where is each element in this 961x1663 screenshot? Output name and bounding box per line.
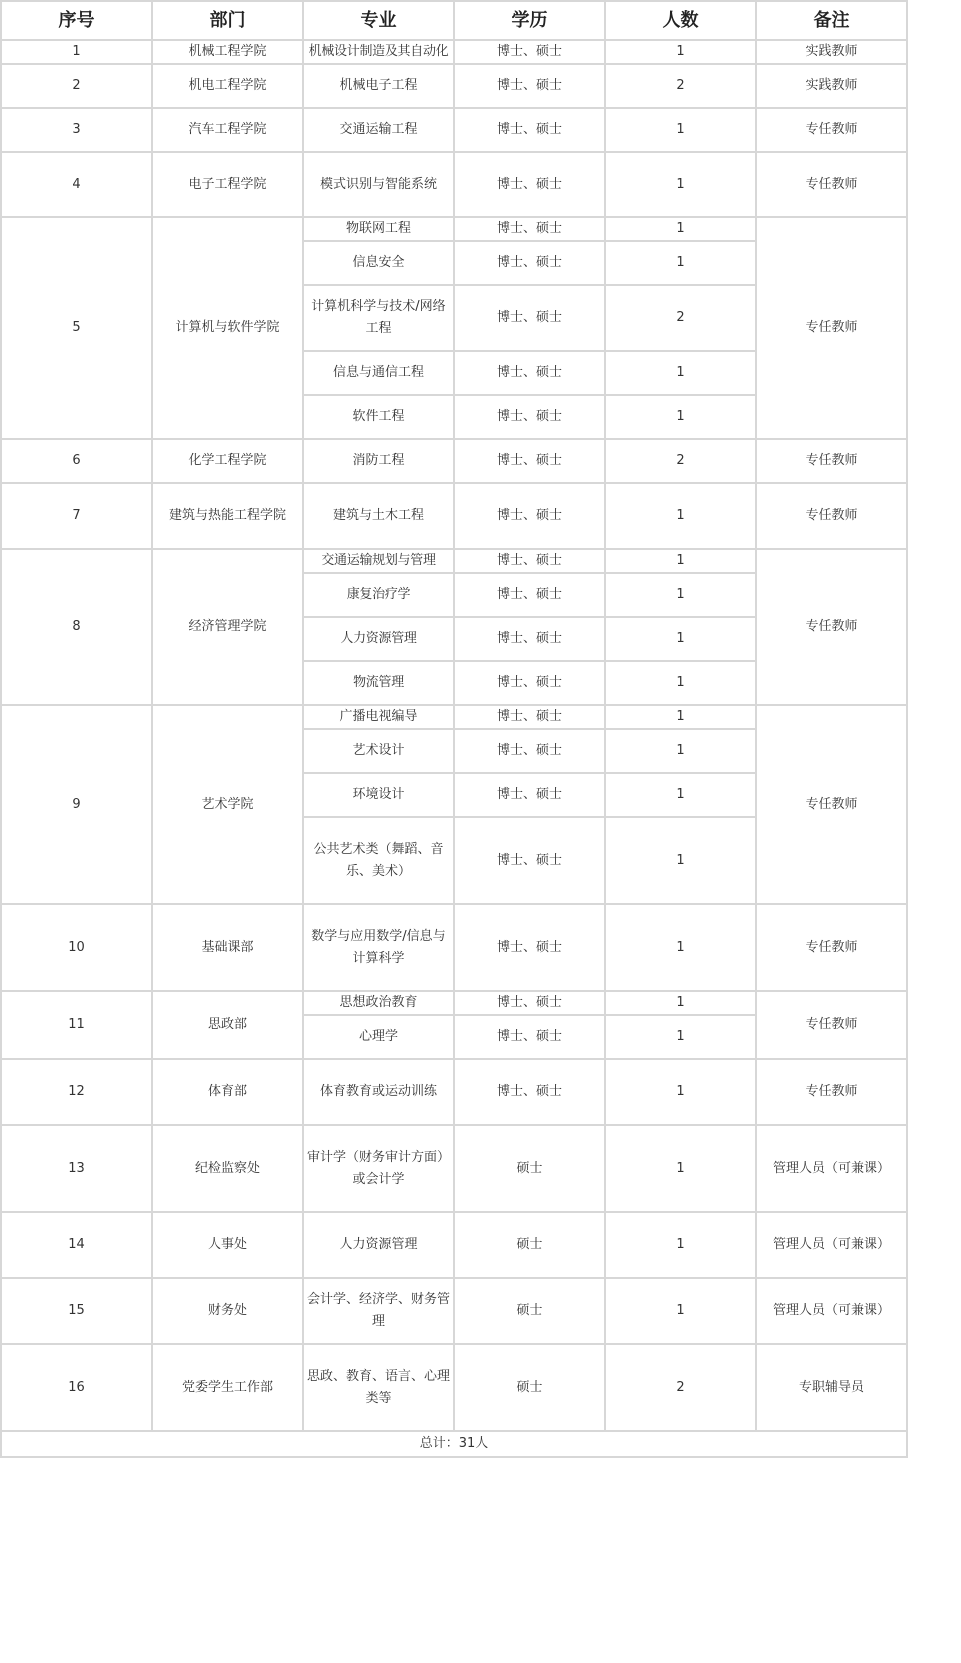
cell-major: 机械设计制造及其自动化 [303,40,454,64]
cell-degree: 博士、硕士 [454,217,605,241]
table-row [1,108,907,152]
cell-major: 物联网工程 [303,217,454,241]
cell-count: 1 [605,904,756,991]
header-count: 人数 [605,1,756,40]
cell-count: 2 [605,1344,756,1431]
cell-major: 人力资源管理 [303,1212,454,1278]
cell-department: 建筑与热能工程学院 [152,483,303,549]
cell-count: 1 [605,395,756,439]
cell-degree: 硕士 [454,1212,605,1278]
cell-major: 消防工程 [303,439,454,483]
total-cell: 总计：31人 [1,1431,907,1457]
table-row [1,549,907,573]
cell-major: 康复治疗学 [303,573,454,617]
cell-number: 8 [1,549,152,705]
cell-remark: 专任教师 [756,152,907,217]
cell-count: 1 [605,152,756,217]
cell-count: 1 [605,483,756,549]
cell-count: 1 [605,1278,756,1344]
total-row [1,1431,907,1457]
cell-degree: 博士、硕士 [454,241,605,285]
table-row [1,1278,907,1344]
header-number: 序号 [1,1,152,40]
header-remark: 备注 [756,1,907,40]
cell-remark: 专任教师 [756,108,907,152]
cell-degree: 博士、硕士 [454,351,605,395]
cell-number: 4 [1,152,152,217]
cell-major: 建筑与土木工程 [303,483,454,549]
table-row [1,904,907,991]
cell-degree: 博士、硕士 [454,1015,605,1059]
cell-remark: 专任教师 [756,904,907,991]
table-row [1,705,907,729]
cell-major: 交通运输工程 [303,108,454,152]
cell-number: 9 [1,705,152,904]
cell-major: 体育教育或运动训练 [303,1059,454,1125]
cell-remark: 管理人员（可兼课） [756,1125,907,1212]
table-row [1,1344,907,1431]
cell-remark: 专任教师 [756,991,907,1059]
table-row [1,64,907,108]
cell-degree: 博士、硕士 [454,661,605,705]
cell-major: 模式识别与智能系统 [303,152,454,217]
cell-degree: 博士、硕士 [454,439,605,483]
table-row [1,152,907,217]
table-body [1,40,907,1431]
cell-count: 1 [605,773,756,817]
cell-remark: 专任教师 [756,549,907,705]
cell-major: 交通运输规划与管理 [303,549,454,573]
cell-degree: 博士、硕士 [454,1059,605,1125]
table-row [1,1125,907,1212]
cell-major: 审计学（财务审计方面）或会计学 [303,1125,454,1212]
cell-count: 1 [605,351,756,395]
cell-count: 1 [605,573,756,617]
cell-count: 1 [605,108,756,152]
cell-count: 1 [605,40,756,64]
cell-degree: 博士、硕士 [454,152,605,217]
cell-degree: 博士、硕士 [454,108,605,152]
cell-number: 11 [1,991,152,1059]
header-department: 部门 [152,1,303,40]
cell-major: 人力资源管理 [303,617,454,661]
cell-degree: 博士、硕士 [454,395,605,439]
cell-degree: 博士、硕士 [454,40,605,64]
cell-count: 2 [605,285,756,351]
cell-count: 1 [605,661,756,705]
cell-number: 12 [1,1059,152,1125]
cell-number: 14 [1,1212,152,1278]
cell-remark: 专任教师 [756,217,907,439]
cell-major: 信息与通信工程 [303,351,454,395]
cell-count: 1 [605,1212,756,1278]
cell-number: 10 [1,904,152,991]
cell-major: 计算机科学与技术/网络工程 [303,285,454,351]
cell-count: 1 [605,241,756,285]
cell-department: 机电工程学院 [152,64,303,108]
cell-degree: 博士、硕士 [454,285,605,351]
cell-major: 环境设计 [303,773,454,817]
cell-major: 广播电视编导 [303,705,454,729]
cell-major: 公共艺术类（舞蹈、音乐、美术） [303,817,454,904]
table-row [1,1212,907,1278]
table-row [1,483,907,549]
header-major: 专业 [303,1,454,40]
cell-degree: 博士、硕士 [454,549,605,573]
cell-remark: 专任教师 [756,439,907,483]
cell-count: 2 [605,64,756,108]
cell-department: 财务处 [152,1278,303,1344]
cell-degree: 博士、硕士 [454,573,605,617]
table-row [1,1059,907,1125]
cell-remark: 专任教师 [756,705,907,904]
cell-count: 1 [605,549,756,573]
cell-department: 计算机与软件学院 [152,217,303,439]
cell-major: 数学与应用数学/信息与计算科学 [303,904,454,991]
cell-major: 物流管理 [303,661,454,705]
cell-number: 2 [1,64,152,108]
cell-department: 体育部 [152,1059,303,1125]
cell-department: 艺术学院 [152,705,303,904]
cell-degree: 硕士 [454,1344,605,1431]
cell-remark: 专职辅导员 [756,1344,907,1431]
cell-department: 电子工程学院 [152,152,303,217]
table-row [1,439,907,483]
cell-count: 1 [605,617,756,661]
cell-major: 艺术设计 [303,729,454,773]
header-row [1,1,907,40]
cell-count: 2 [605,439,756,483]
cell-number: 13 [1,1125,152,1212]
cell-degree: 博士、硕士 [454,483,605,549]
cell-remark: 实践教师 [756,40,907,64]
cell-degree: 博士、硕士 [454,904,605,991]
header-degree: 学历 [454,1,605,40]
cell-degree: 博士、硕士 [454,705,605,729]
cell-count: 1 [605,1015,756,1059]
cell-department: 机械工程学院 [152,40,303,64]
cell-number: 3 [1,108,152,152]
cell-number: 16 [1,1344,152,1431]
cell-degree: 硕士 [454,1278,605,1344]
cell-number: 5 [1,217,152,439]
cell-count: 1 [605,1059,756,1125]
cell-count: 1 [605,991,756,1015]
cell-count: 1 [605,217,756,241]
cell-number: 7 [1,483,152,549]
cell-count: 1 [605,817,756,904]
cell-major: 机械电子工程 [303,64,454,108]
cell-remark: 管理人员（可兼课） [756,1278,907,1344]
cell-degree: 博士、硕士 [454,729,605,773]
cell-department: 思政部 [152,991,303,1059]
cell-number: 6 [1,439,152,483]
cell-department: 党委学生工作部 [152,1344,303,1431]
cell-department: 人事处 [152,1212,303,1278]
cell-department: 基础课部 [152,904,303,991]
cell-degree: 博士、硕士 [454,773,605,817]
cell-number: 1 [1,40,152,64]
cell-count: 1 [605,1125,756,1212]
cell-degree: 博士、硕士 [454,991,605,1015]
cell-degree: 博士、硕士 [454,617,605,661]
cell-major: 思想政治教育 [303,991,454,1015]
cell-major: 思政、教育、语言、心理类等 [303,1344,454,1431]
cell-degree: 博士、硕士 [454,64,605,108]
cell-count: 1 [605,705,756,729]
cell-remark: 专任教师 [756,483,907,549]
cell-major: 软件工程 [303,395,454,439]
cell-major: 心理学 [303,1015,454,1059]
cell-count: 1 [605,729,756,773]
table-row [1,217,907,241]
cell-department: 纪检监察处 [152,1125,303,1212]
cell-major: 信息安全 [303,241,454,285]
cell-department: 经济管理学院 [152,549,303,705]
table-row [1,991,907,1015]
cell-degree: 硕士 [454,1125,605,1212]
cell-department: 化学工程学院 [152,439,303,483]
cell-remark: 管理人员（可兼课） [756,1212,907,1278]
cell-department: 汽车工程学院 [152,108,303,152]
cell-remark: 专任教师 [756,1059,907,1125]
cell-remark: 实践教师 [756,64,907,108]
cell-number: 15 [1,1278,152,1344]
cell-major: 会计学、经济学、财务管理 [303,1278,454,1344]
cell-degree: 博士、硕士 [454,817,605,904]
table-row [1,40,907,64]
